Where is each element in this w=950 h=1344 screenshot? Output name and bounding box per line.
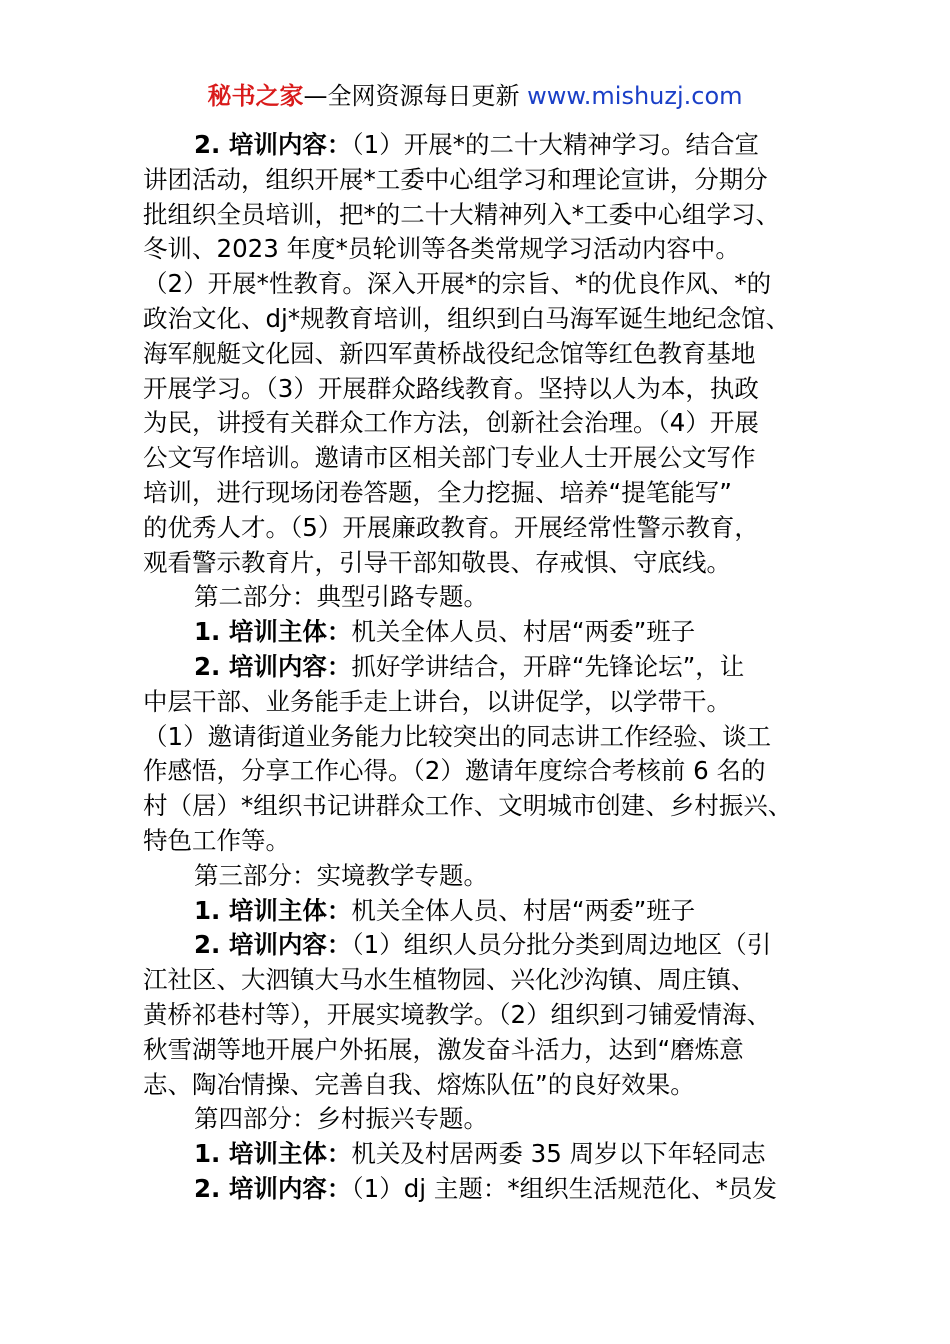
text-line: 1. 培训主体：机关全体人员、村居“两委”班子 xyxy=(194,895,696,925)
text-line: 黄桥祁巷村等），开展实境教学。（2）组织到刁铺爱情海、 xyxy=(143,999,772,1029)
text-line: 冬训、2023 年度*员轮训等各类常规学习活动内容中。 xyxy=(143,234,740,264)
text-line: （2）开展*性教育。深入开展*的宗旨、*的优良作风、*的 xyxy=(143,269,772,299)
text-line: 2. 培训内容：（1）开展*的二十大精神学习。结合宣 xyxy=(194,130,759,159)
item-label: 1. 培训主体： xyxy=(194,895,352,925)
text-line: 2. 培训内容：（1）dj 主题：*组织生活规范化、*员发 xyxy=(194,1173,777,1203)
section-heading: 第三部分：实境教学专题。 xyxy=(194,860,488,890)
text-line: 批组织全员培训，把*的二十大精神列入*工委中心组学习、 xyxy=(143,199,780,229)
item-label: 2. 培训内容： xyxy=(194,651,352,681)
text-line: 讲团活动，组织开展*工委中心组学习和理论宣讲，分期分 xyxy=(143,164,768,194)
text-line: 秋雪湖等地开展户外拓展，激发奋斗活力，达到“磨炼意 xyxy=(143,1034,744,1064)
item-label: 1. 培训主体： xyxy=(194,1139,352,1169)
text-line: 江社区、大泗镇大马水生植物园、兴化沙沟镇、周庄镇、 xyxy=(143,965,756,995)
text-line: 志、陶冶情操、完善自我、熔炼队伍”的良好效果。 xyxy=(143,1069,695,1099)
brand-name: 秘书之家 xyxy=(207,82,304,110)
site-url-link[interactable]: www.mishuzj.com xyxy=(527,82,743,110)
text-line: 的优秀人才。（5）开展廉政教育。开展经常性警示教育， xyxy=(143,512,759,542)
item-label: 1. 培训主体： xyxy=(194,617,352,647)
text-line: 观看警示教育片，引导干部知敬畏、存戒惧、守底线。 xyxy=(143,547,731,577)
site-header xyxy=(0,78,950,114)
section-heading: 第二部分：典型引路专题。 xyxy=(194,582,488,612)
text-line: 1. 培训主体：机关及村居两委 35 周岁以下年轻同志 xyxy=(194,1139,766,1169)
text-line: 海军舰艇文化园、新四军黄桥战役纪念馆等红色教育基地 xyxy=(143,338,756,368)
text-line: 培训，进行现场闭卷答题，全力挖掘、培养“提笔能写” xyxy=(143,477,732,507)
item-label: 2. 培训内容： xyxy=(194,930,352,960)
text-line: 作感悟，分享工作心得。（2）邀请年度综合考核前 6 名的 xyxy=(143,756,766,786)
document-body xyxy=(143,128,823,1207)
section-heading: 第四部分：乡村振兴专题。 xyxy=(194,1104,488,1134)
text-line: 公文写作培训。邀请市区相关部门专业人士开展公文写作 xyxy=(143,443,756,473)
text-line: 2. 培训内容：（1）组织人员分批分类到周边地区（引 xyxy=(194,930,772,960)
text-line: 2. 培训内容：抓好学讲结合，开辟“先锋论坛”，让 xyxy=(194,651,745,681)
text-line: 1. 培训主体：机关全体人员、村居“两委”班子 xyxy=(194,617,696,647)
text-line: 中层干部、业务能手走上讲台，以讲促学，以学带干。 xyxy=(143,686,731,716)
text-line: 开展学习。（3）开展群众路线教育。坚持以人为本，执政 xyxy=(143,373,759,403)
text-line: 特色工作等。 xyxy=(143,825,290,855)
item-label: 2. 培训内容： xyxy=(194,1173,352,1203)
text-line: 政治文化、dj*规教育培训，组织到白马海军诞生地纪念馆、 xyxy=(143,303,791,333)
item-label: 2. 培训内容： xyxy=(194,130,352,159)
header-tagline: —全网资源每日更新 xyxy=(303,82,528,110)
text-line: 村（居）*组织书记讲群众工作、文明城市创建、乡村振兴、 xyxy=(143,791,793,821)
text-line: （1）邀请街道业务能力比较突出的同志讲工作经验、谈工 xyxy=(143,721,772,751)
text-line: 为民，讲授有关群众工作方法，创新社会治理。（4）开展 xyxy=(143,408,759,438)
